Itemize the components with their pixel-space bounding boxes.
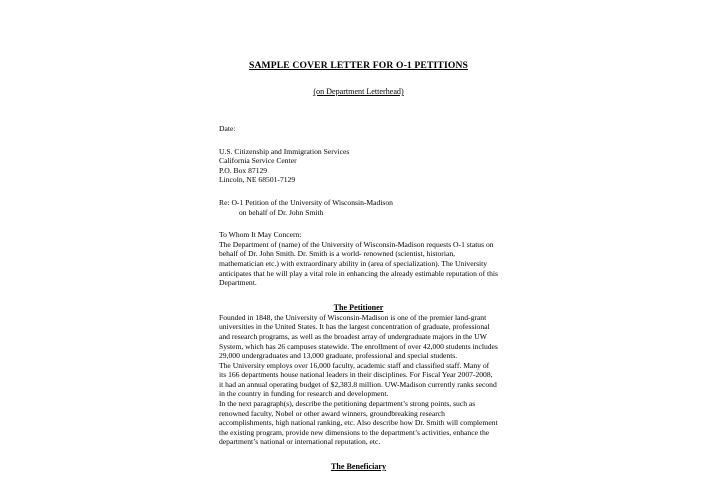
section-heading-beneficiary: [219, 462, 498, 472]
recipient-address-line-2: California Service Center: [219, 156, 297, 166]
petitioner-paragraph-2: The University employs over 16,000 faculty, academic staff and classified staff. Many of its 166 departments house national leaders in their disciplines. For Fiscal Year 2007-2008, it had an annual operating budget of $2,383.8 million. UW-Madison currently ranks second in the country in funding for research and development.: [219, 360, 497, 399]
recipient-address-line-1: U.S. Citizenship and Immigration Services: [219, 146, 350, 156]
letterhead-note: [219, 86, 498, 97]
section-heading-beneficiary-text: The Beneficiary: [330, 462, 387, 472]
section-heading-petitioner: [219, 303, 498, 313]
re-subject-line: [219, 198, 498, 217]
section-heading-petitioner-text: The Petitioner: [333, 302, 384, 312]
recipient-address: [219, 147, 498, 185]
recipient-address-line-3: P.O. Box 87129: [219, 165, 268, 175]
document-text-column: [219, 60, 498, 472]
recipient-address-line-4: Lincoln, NE 68501-7129: [219, 175, 296, 185]
petitioner-paragraph-3: In the next paragraph(s), describe the petitioning department’s strong points, such as renowned faculty, Nobel or other award winners, groundbreaking research accomplishments, high national ranking, etc. Also describe how Dr. Smith will complement the existing program, provide new dimensions to the department’s activities, enhance the department’s national or international reputation, etc.: [219, 399, 498, 447]
date-line: Date:: [219, 124, 236, 133]
petitioner-paragraph-1: Founded in 1848, the University of Wisconsin-Madison is one of the premier land-grant universities in the United States. It has the largest concentration of graduate, professional and research programs, as well as the broadest array of undergraduate majors in the UW System, which has 26 campuses statewide. The enrollment of over 42,000 students includes 29,000 undergraduates and 13,000 graduate, professional and special students.: [219, 312, 498, 361]
re-subject-line-2: on behalf of Dr. John Smith: [239, 207, 324, 217]
page-title-text: SAMPLE COVER LETTER FOR O-1 PETITIONS: [248, 60, 469, 71]
page-title: [219, 60, 498, 72]
salutation: To Whom It May Concern:: [219, 230, 302, 240]
letterhead-note-text: (on Department Letterhead): [313, 87, 404, 96]
re-subject-line-1: Re: O-1 Petition of the University of Wisconsin-Madison: [219, 197, 393, 207]
intro-paragraph: The Department of (name) of the University of Wisconsin-Madison requests O-1 status on behalf of Dr. John Smith. Dr. Smith is a world- renowned (scientist, historian, mathematician etc.) with extraordinary ability in (area of specialization). The University anticipates that he will play a vital role in enhancing the already estimable reputation of this Department.: [219, 239, 498, 288]
